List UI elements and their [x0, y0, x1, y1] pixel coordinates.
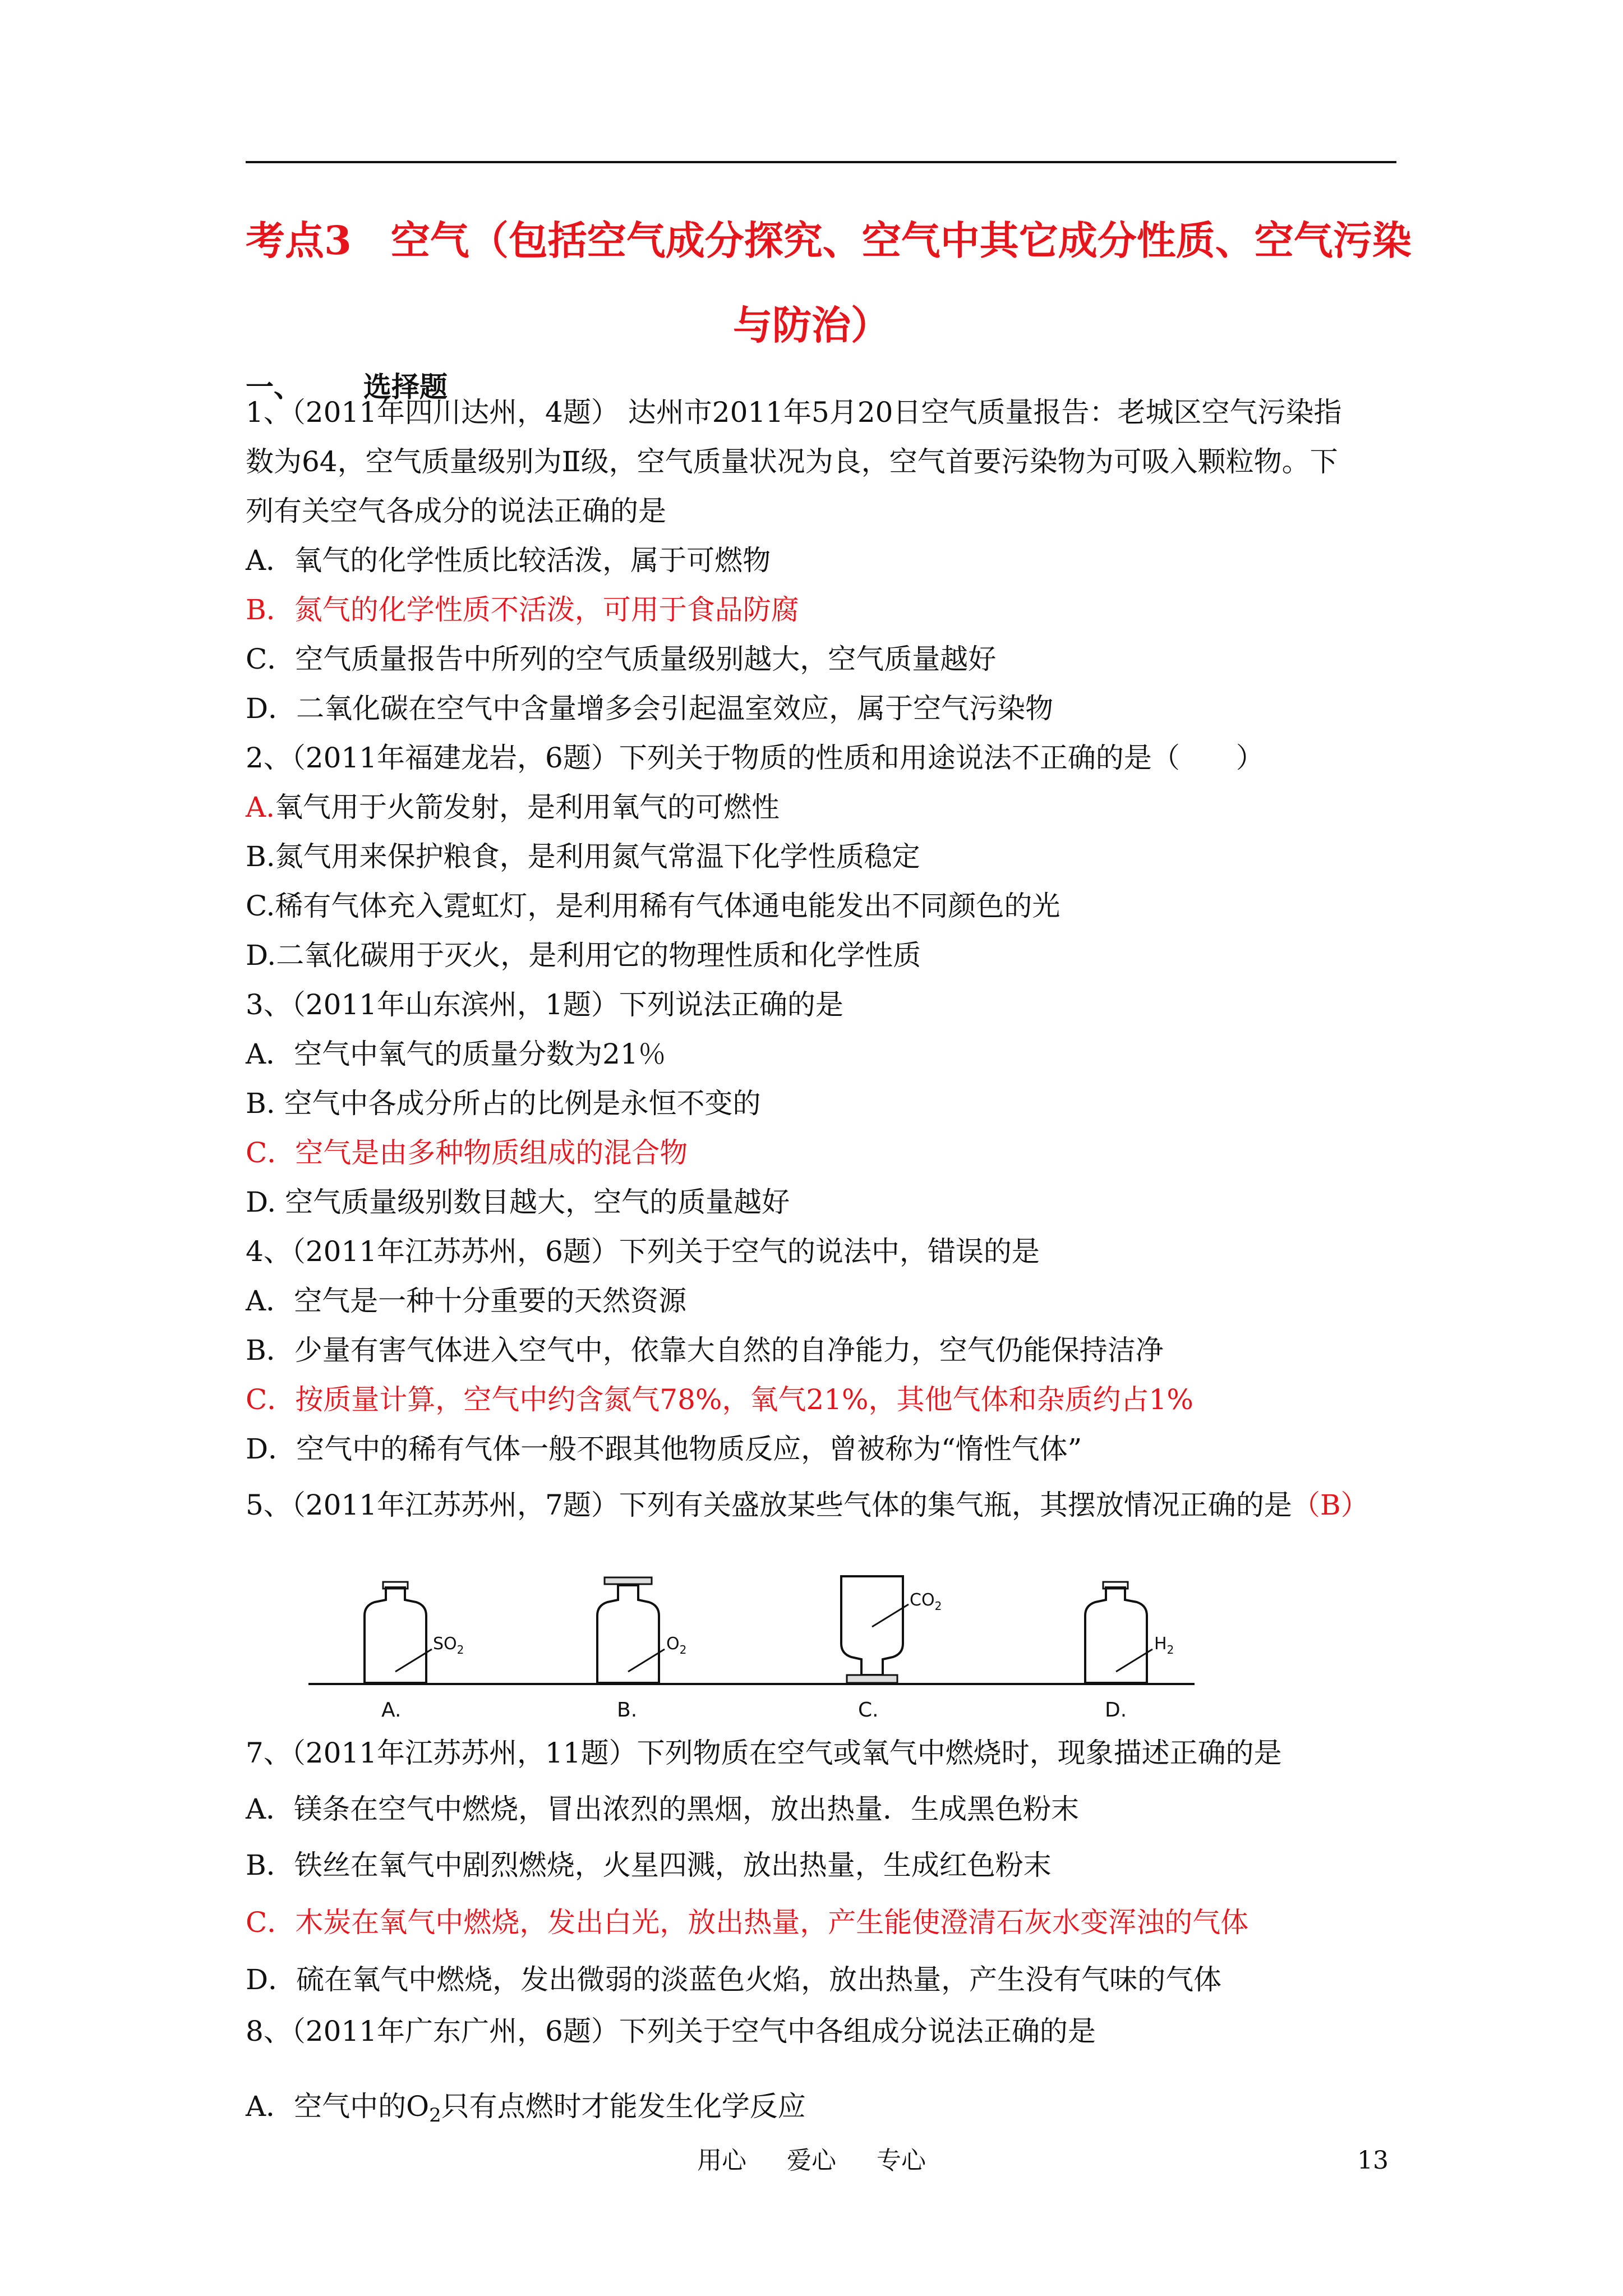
bottle-a — [365, 1582, 464, 1722]
q8-option-a-after: 只有点燃时才能发生化学反应 — [441, 2090, 806, 2123]
question-line: 4、（2011年江苏苏州，6题）下列关于空气的说法中，错误的是 — [246, 1235, 1040, 1268]
q2-option-a-rest: 氧气用于火箭发射，是利用氧气的可燃性 — [275, 791, 780, 823]
question-line: C．空气质量报告中所列的空气质量级别越大，空气质量越好 — [246, 643, 997, 675]
question-line: 1、（2011年四川达州，4题） 达州市2011年5月20日空气质量报告：老城区空气污染指 — [246, 396, 1342, 429]
bottle-b-label: B. — [617, 1699, 638, 1722]
question-line: C.稀有气体充入霓虹灯，是利用稀有气体通电能发出不同颜色的光 — [246, 890, 1061, 922]
question-line — [246, 788, 780, 827]
page-number: 13 — [1357, 2146, 1389, 2175]
q8-option-a-before: A．空气中的O — [246, 2090, 430, 2123]
question-line: A．空气中氧气的质量分数为21％ — [246, 1038, 666, 1070]
bottle-b-gas: $O_2$ — [666, 1634, 687, 1657]
question-line: B.氮气用来保护粮食，是利用氮气常温下化学性质稳定 — [246, 840, 920, 873]
question-line: A．镁条在空气中燃烧，冒出浓烈的黑烟，放出热量．生成黑色粉末 — [246, 1793, 1080, 1825]
footer-item-3: 专心 — [877, 2146, 926, 2175]
question-line: B. 空气中各成分所占的比例是永恒不变的 — [246, 1087, 761, 1120]
q5-stem: 5、（2011年江苏苏州，7题）下列有关盛放某些气体的集气瓶，其摆放情况正确的是 — [246, 1489, 1292, 1521]
bottle-a-label: A. — [381, 1699, 402, 1722]
bottle-c-label: C. — [858, 1699, 879, 1722]
question-line: C．空气是由多种物质组成的混合物 — [246, 1137, 688, 1169]
bottle-d — [1085, 1582, 1174, 1722]
question-line: D. 空气质量级别数目越大，空气的质量越好 — [246, 1186, 790, 1218]
question-line: 8、（2011年广东广州，6题）下列关于空气中各组成分说法正确的是 — [246, 2015, 1096, 2047]
question-line: D．空气中的稀有气体一般不跟其他物质反应，曾被称为“惰性气体” — [246, 1433, 1082, 1465]
question-line — [246, 1485, 1369, 1525]
gas-bottles-svg — [303, 1565, 1200, 1733]
question-line: A．空气是一种十分重要的天然资源 — [246, 1285, 687, 1317]
footer-item-2: 爱心 — [787, 2146, 836, 2175]
bottle-c — [841, 1576, 942, 1722]
page-title-line1: 考点3 空气（包括空气成分探究、空气中其它成分性质、空气污染 — [246, 217, 1412, 264]
question-line: 2、（2011年福建龙岩，6题）下列关于物质的性质和用途说法不正确的是（ ） — [246, 742, 1264, 774]
page-title-line2: 与防治） — [733, 302, 890, 348]
question-line: C．按质量计算，空气中约含氮气78%，氧气21%，其他气体和杂质约占1% — [246, 1383, 1193, 1416]
question-line: 数为64，空气质量级别为Ⅱ级，空气质量状况为良，空气首要污染物为可吸入颗粒物。下 — [246, 445, 1338, 478]
question-line: D．硫在氧气中燃烧，发出微弱的淡蓝色火焰，放出热量，产生没有气味的气体 — [246, 1963, 1222, 1996]
bottle-b — [597, 1577, 686, 1722]
question-line: 列有关空气各成分的说法正确的是 — [246, 495, 666, 527]
question-line: 3、（2011年山东滨州，1题）下列说法正确的是 — [246, 988, 843, 1021]
question-line: 7、（2011年江苏苏州，11题）下列物质在空气或氧气中燃烧时，现象描述正确的是 — [246, 1737, 1282, 1769]
bottle-d-gas: $H_2$ — [1154, 1634, 1174, 1657]
bottle-c-gas: $CO_2$ — [910, 1590, 942, 1613]
bottle-a-gas: $SO_2$ — [433, 1634, 464, 1657]
gas-bottles-figure — [303, 1565, 1200, 1733]
question-line: C．木炭在氧气中燃烧，发出白光，放出热量，产生能使澄清石灰水变浑浊的气体 — [246, 1906, 1249, 1939]
question-line: B．铁丝在氧气中剧烈燃烧，火星四溅，放出热量，生成红色粉末 — [246, 1849, 1052, 1881]
q5-answer: （B） — [1292, 1489, 1369, 1521]
header-rule — [246, 161, 1396, 163]
footer-item-1: 用心 — [697, 2146, 746, 2175]
section-label: 选择题 — [363, 370, 448, 403]
question-line: B．少量有害气体进入空气中，依靠大自然的自净能力，空气仍能保持洁净 — [246, 1334, 1164, 1366]
question-line: A．氧气的化学性质比较活泼，属于可燃物 — [246, 544, 771, 577]
q8-option-a-sub: 2 — [429, 2104, 441, 2127]
question-line: D.二氧化碳用于灭火，是利用它的物理性质和化学性质 — [246, 939, 921, 972]
section-number: 一、 — [246, 370, 302, 403]
q8-option-a — [246, 2087, 806, 2135]
bottle-d-label: D. — [1105, 1699, 1127, 1722]
question-line: D．二氧化碳在空气中含量增多会引起温室效应，属于空气污染物 — [246, 692, 1054, 725]
q2-option-a-prefix: A. — [246, 791, 275, 823]
question-line: B．氮气的化学性质不活泼，可用于食品防腐 — [246, 593, 799, 626]
